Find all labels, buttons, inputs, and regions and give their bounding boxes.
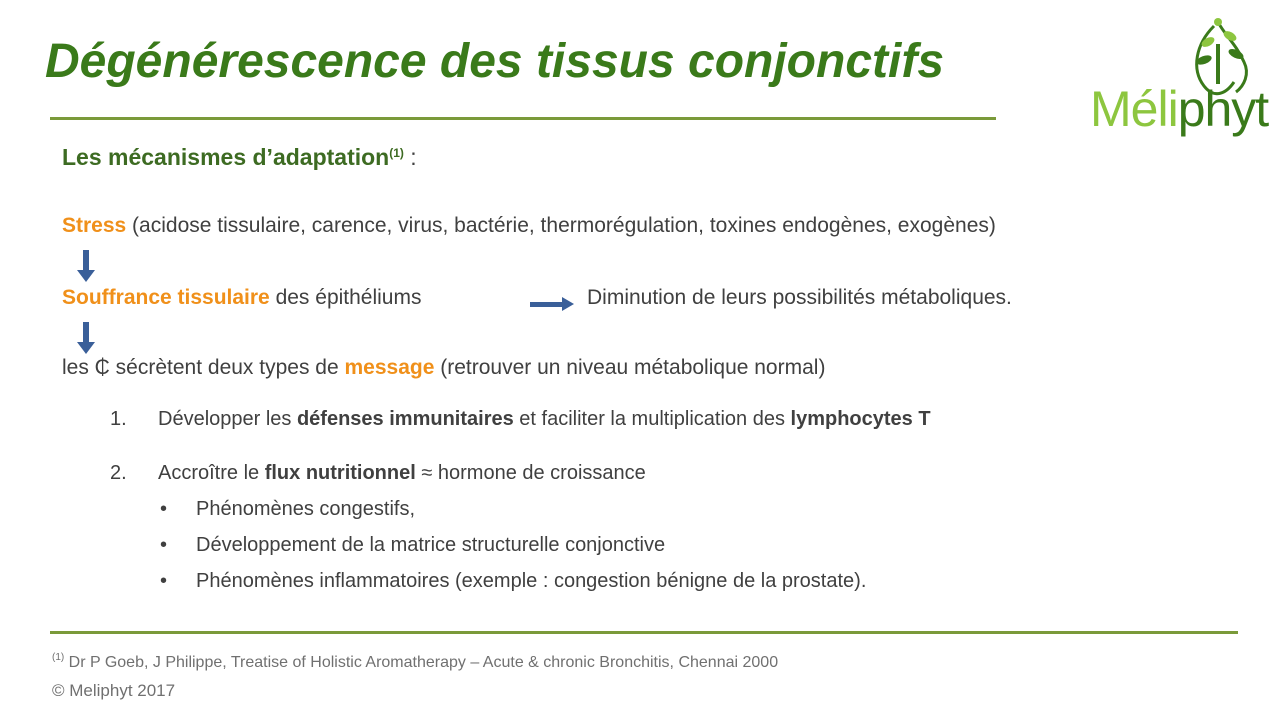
list-item: • Phénomènes inflammatoires (exemple : congestion bénigne de la prostate). (160, 570, 867, 592)
footnote-ref: (1) (389, 146, 404, 160)
souffrance-line: Souffrance tissulaire des épithéliums (62, 286, 422, 309)
souffrance-result: Diminution de leurs possibilités métaboliques. (587, 286, 1012, 309)
down-arrow-icon (76, 322, 96, 354)
list-item: • Développement de la matrice structurelle conjonctive (160, 534, 666, 556)
footer-divider (50, 631, 1238, 634)
footnote: $^{(1)}$ Dr P Goeb, J Philippe, Treatise of Holistic Aromatherapy – Acute & chronic Bronchitis, Chennai 2000 (52, 652, 779, 671)
logo-wordmark: Méliphyt (1090, 81, 1269, 137)
title-divider (50, 117, 996, 120)
right-arrow-icon (530, 297, 574, 311)
section-subtitle: Les mécanismes d’adaptation$^{(1)}$ : (62, 144, 417, 170)
message-line: les ₵ sécrètent deux types de message (retrouver un niveau métabolique normal) (62, 356, 826, 379)
numbered-item-1: 1. Développer les défenses immunitaires et faciliter la multiplication des lymphocytes T (110, 408, 931, 430)
numbered-item-2: 2. Accroître le flux nutritionnel ≈ hormone de croissance (110, 462, 646, 484)
list-item: • Phénomènes congestifs, (160, 498, 416, 520)
stress-line: Stress (acidose tissulaire, carence, virus, bactérie, thermorégulation, toxines endogènes, exogènes) (62, 214, 996, 237)
copyright: © Meliphyt 2017 (52, 681, 176, 700)
down-arrow-icon (76, 250, 96, 282)
page-title: Dégénérescence des tissus conjonctifs (45, 35, 945, 88)
